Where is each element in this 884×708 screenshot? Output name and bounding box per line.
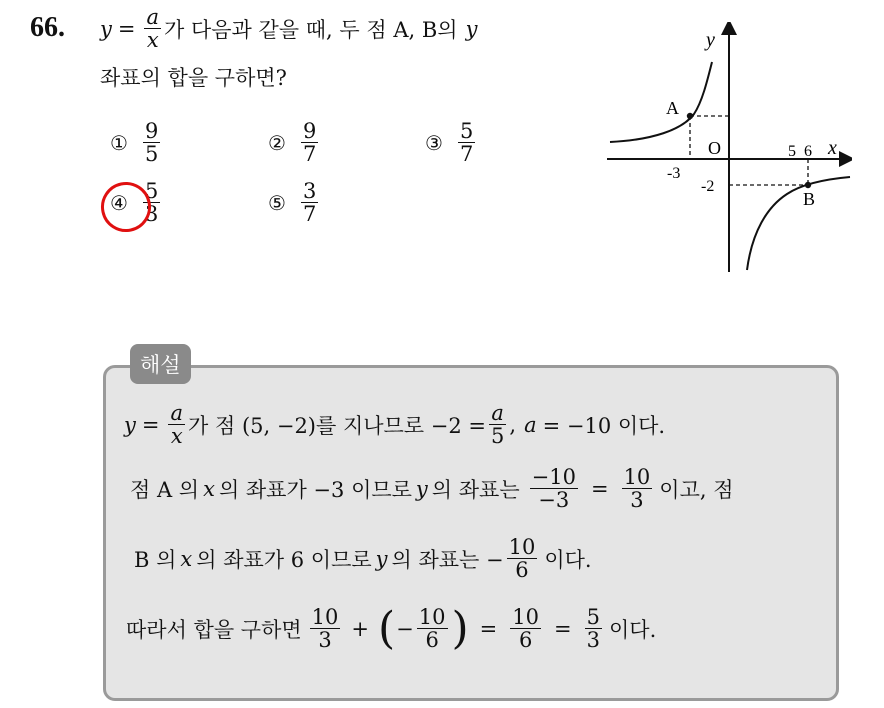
frac-denominator: x — [146, 28, 159, 53]
fraction — [310, 606, 341, 651]
num: 5 — [459, 119, 474, 143]
equals-sign: = — [554, 616, 572, 641]
den: 7 — [302, 202, 317, 227]
minus-sign: − — [396, 616, 414, 641]
plus-sign: + — [351, 616, 369, 641]
choice-5[interactable] — [268, 180, 321, 225]
den: −3 — [538, 488, 570, 513]
num: 10 — [311, 605, 339, 629]
den: 3 — [630, 488, 644, 513]
text: B 의 — [134, 547, 177, 572]
den: 6 — [515, 558, 529, 583]
text: 가 점 (5, −2)를 지나므로 −2 = — [188, 413, 486, 438]
hyperbola-graph — [602, 22, 852, 276]
var-y-2: y — [465, 16, 478, 41]
var-a: a — [524, 412, 537, 437]
solution-line-1 — [124, 402, 665, 447]
tick-neg3-label: -3 — [667, 165, 681, 182]
var-y: y — [124, 412, 136, 437]
origin-label: O — [708, 138, 721, 158]
den: 3 — [586, 628, 600, 653]
choice-marker: ⑤ — [268, 190, 286, 215]
tick-6-label: 6 — [804, 143, 812, 160]
x-axis-label: x — [828, 137, 837, 159]
text: 의 좌표는 − — [391, 547, 504, 572]
text: 점 A 의 — [130, 477, 200, 502]
question-line-1 — [100, 6, 477, 51]
var-y: y — [375, 546, 388, 571]
den: 5 — [491, 424, 505, 449]
text: 의 좌표가 6 이므로 — [196, 547, 372, 572]
var-y: y — [100, 16, 112, 41]
choice-fraction — [301, 120, 318, 165]
question-text: 가 다음과 같을 때, 두 점 A, B의 — [164, 17, 458, 42]
equals-sign: = — [141, 412, 160, 437]
text: 의 좌표는 — [431, 477, 520, 502]
point-a-dot — [687, 113, 693, 119]
equals-sign: = — [117, 16, 136, 41]
solution-line-3 — [134, 536, 592, 581]
fraction — [168, 402, 185, 447]
equals-sign: = — [590, 476, 609, 501]
question-line-2: 좌표의 합을 구하면? — [100, 66, 287, 90]
text: 이다. — [609, 617, 657, 642]
den: 5 — [144, 142, 159, 167]
fraction — [510, 606, 541, 651]
den: 6 — [425, 628, 439, 653]
comma: , — [509, 412, 517, 437]
fraction — [417, 606, 448, 651]
num: 10 — [512, 605, 540, 629]
num: 9 — [144, 119, 159, 143]
choice-marker: ④ — [110, 190, 128, 215]
tick-neg2-label: -2 — [701, 178, 715, 195]
fraction — [530, 466, 578, 511]
num: 3 — [302, 179, 317, 203]
frac-numerator: a — [146, 5, 160, 29]
choice-marker: ① — [110, 130, 128, 155]
den: 7 — [302, 142, 317, 167]
choice-marker: ② — [268, 130, 286, 155]
tick-5-label: 5 — [788, 143, 796, 160]
den: 3 — [318, 628, 332, 653]
den: 3 — [144, 202, 159, 227]
choice-2[interactable] — [268, 120, 321, 165]
fraction — [622, 466, 653, 511]
point-a-label: A — [666, 98, 679, 118]
fraction — [489, 402, 506, 447]
num: 5 — [586, 605, 600, 629]
num: 10 — [508, 535, 536, 559]
right-paren: ) — [451, 602, 469, 654]
text: 이다. — [544, 547, 592, 572]
var-y: y — [415, 476, 428, 501]
var-x: x — [203, 476, 215, 501]
choice-fraction — [458, 120, 475, 165]
left-paren: ( — [377, 602, 396, 654]
num: −10 — [531, 465, 576, 489]
text: = −10 이다. — [542, 413, 666, 438]
den: x — [170, 424, 183, 449]
den: 6 — [518, 628, 533, 653]
curve-left — [610, 62, 712, 142]
num: 10 — [623, 465, 651, 489]
num: a — [491, 401, 504, 425]
choice-fraction — [301, 180, 318, 225]
choice-1[interactable] — [110, 120, 163, 165]
point-b-dot — [805, 182, 811, 188]
text: 이고, 점 — [659, 477, 734, 502]
num: a — [170, 401, 184, 425]
den: 7 — [459, 142, 474, 167]
solution-tag: 해설 — [130, 344, 191, 384]
choice-fraction — [143, 120, 160, 165]
num: 9 — [302, 119, 317, 143]
fraction — [585, 606, 602, 651]
fraction-a-over-x — [144, 6, 161, 51]
num: 5 — [144, 179, 159, 203]
solution-line-2 — [130, 466, 734, 511]
curve-right — [747, 177, 850, 270]
y-axis-label: y — [706, 29, 715, 51]
solution-line-4 — [126, 602, 657, 654]
var-x: x — [180, 546, 193, 571]
choice-3[interactable] — [425, 120, 478, 165]
choice-marker: ③ — [425, 130, 443, 155]
text: 의 좌표가 −3 이므로 — [218, 477, 412, 502]
text: 따라서 합을 구하면 — [126, 617, 302, 642]
point-b-label: B — [803, 189, 816, 209]
fraction — [507, 536, 538, 581]
equals-sign: = — [479, 616, 498, 641]
num: 10 — [418, 605, 446, 629]
question-number: 66. — [30, 12, 65, 43]
